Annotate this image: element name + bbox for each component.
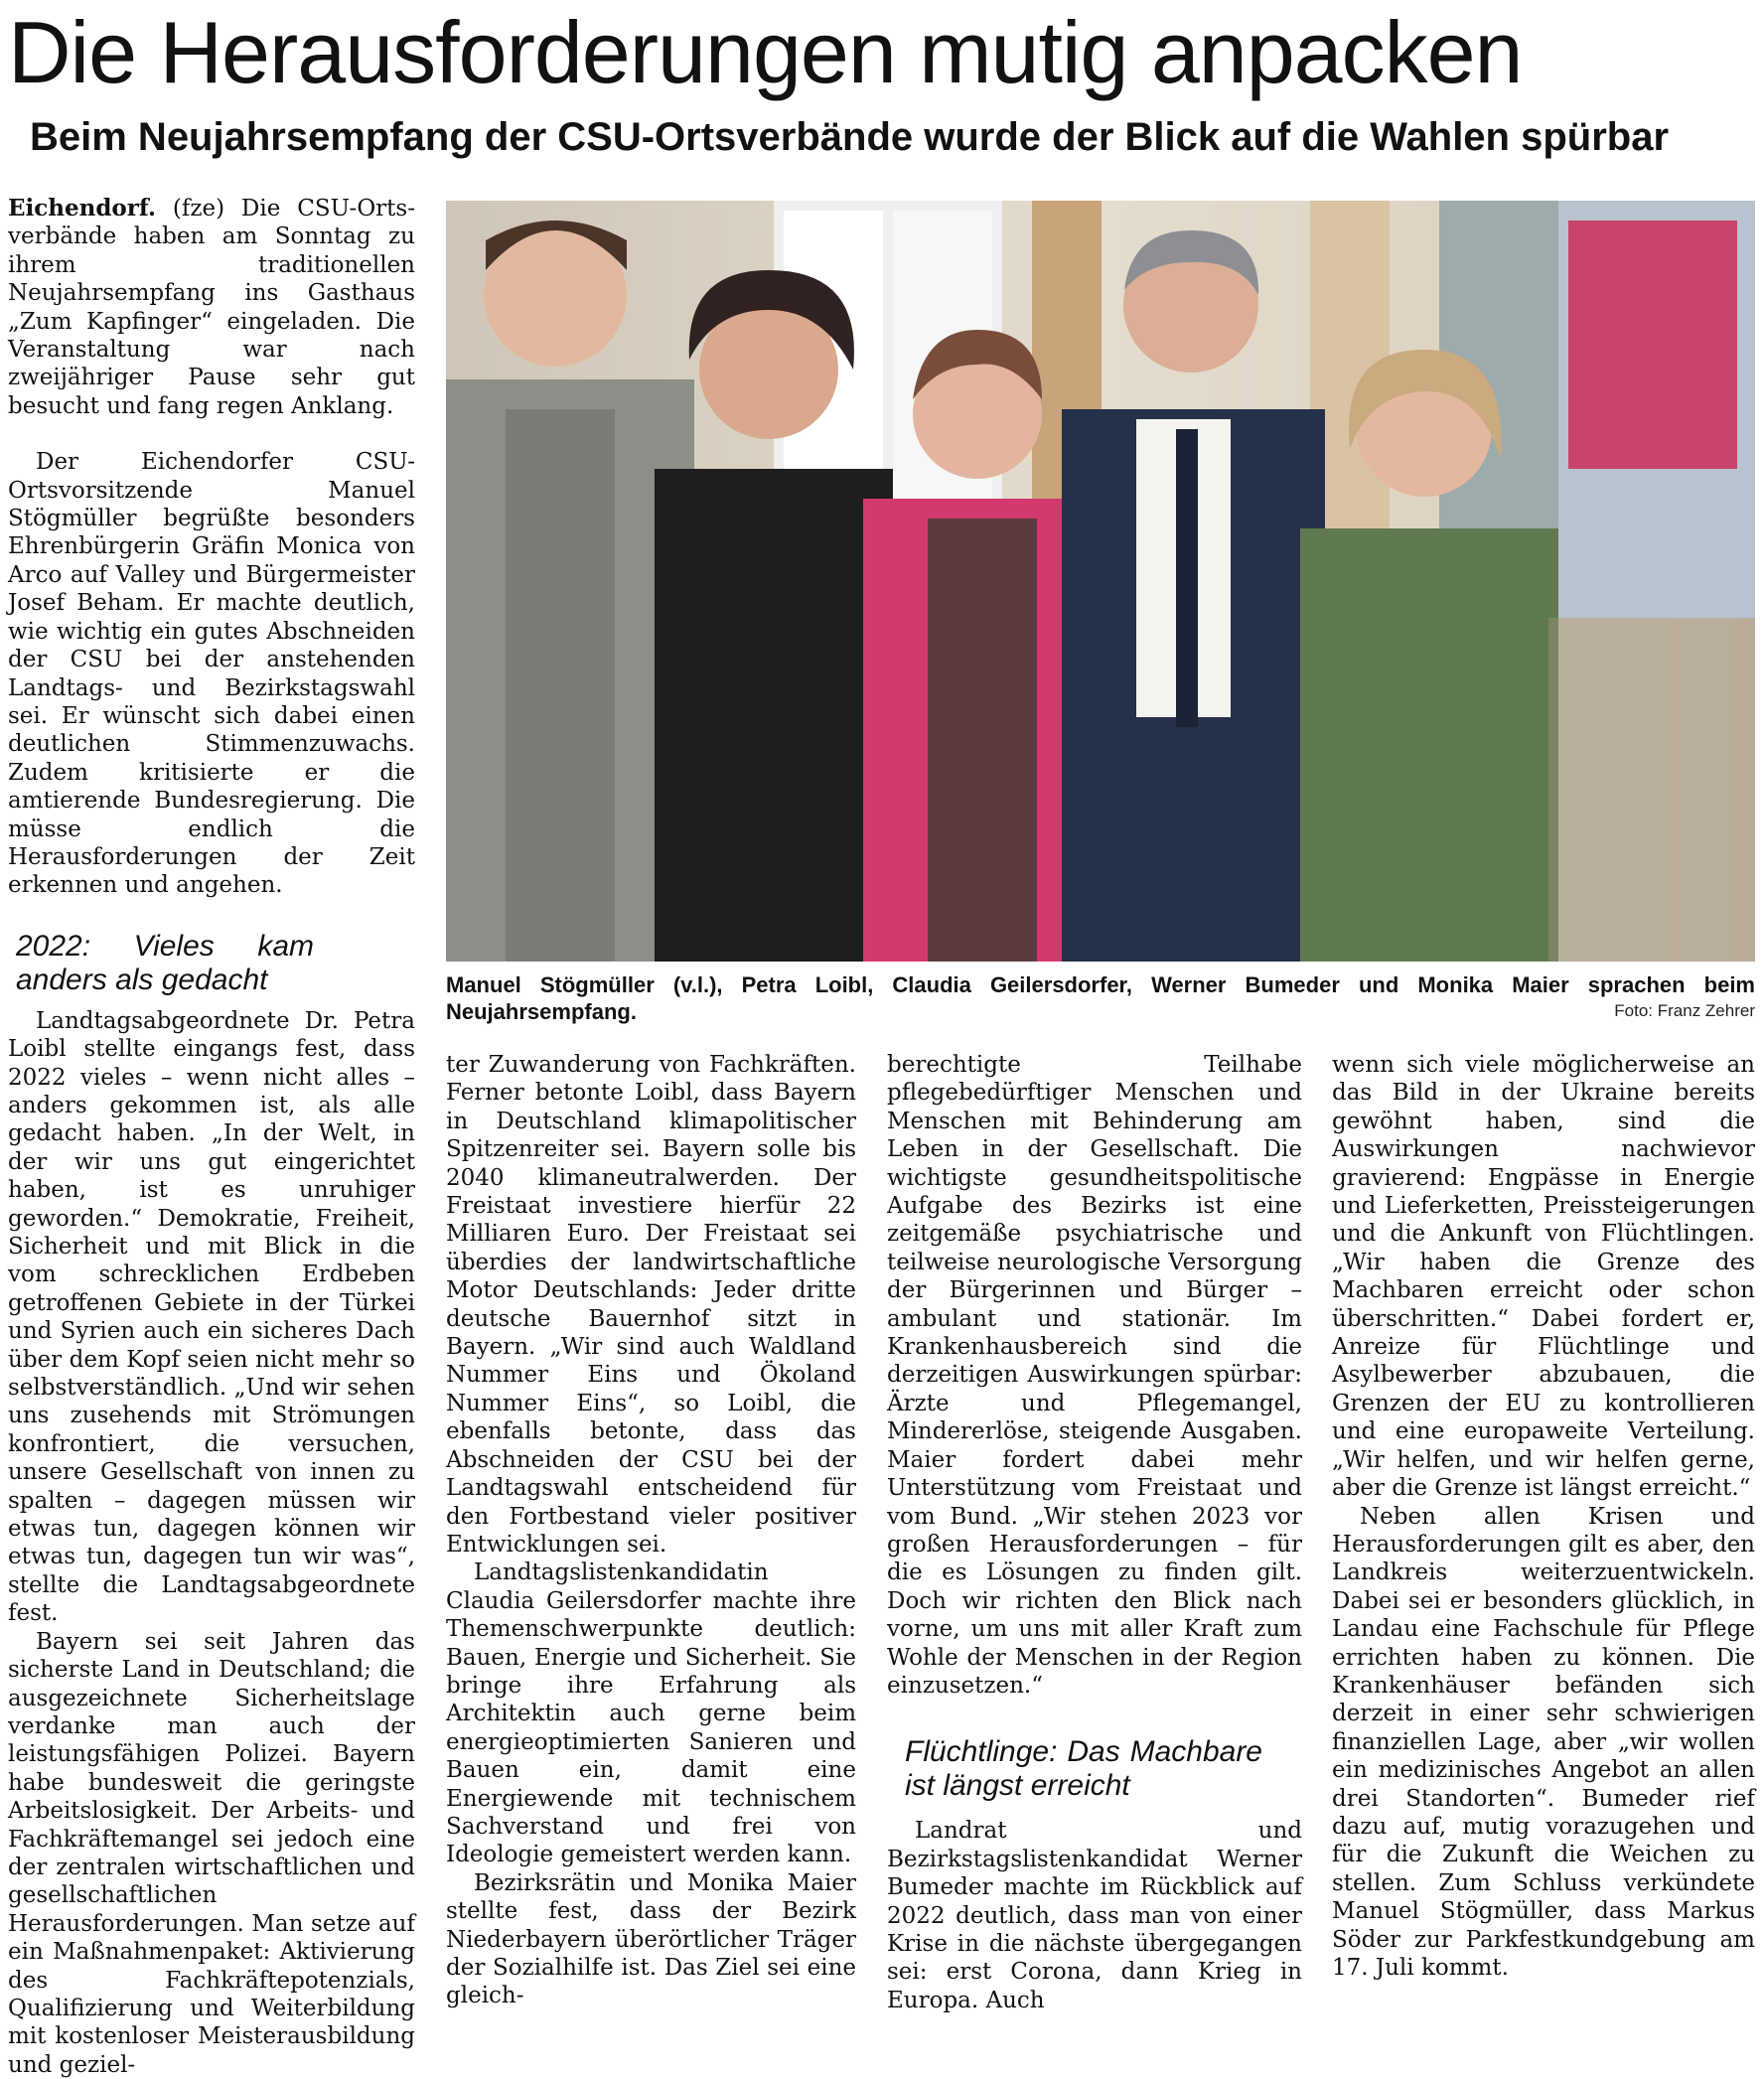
article-column-1 (8, 195, 415, 2079)
article-column-4 (1332, 1051, 1755, 1982)
paragraph: Neben allen Krisen und Herausforderungen gilt es aber, den Landkreis weiterzuentwickeln. Dabei sei er besonders glücklich, in Landau eine Fachschule für Pflege errichten haben zu können. Die Krankenhäuser befänden sich derzeit in einer sehr schwierigen finanziellen Lage, aber „wir wollen ein medizinisches Angebot an allen drei Standorten“. Bumeder rief dazu auf, mutig vorazugehen und für die Zukunft die Weichen zu stellen. Zum Schluss verkündete Manuel Stögmüller, dass Markus Söder zur Parkfestkundgebung am 17. Juli kommt. (1332, 1503, 1755, 1981)
paragraph: Landrat und Bezirkstagslistenkandidat Werner Bumeder machte im Rückblick auf 2022 deutlich, dass man von einer Krise in die nächste übergegangen sei: erst Corona, dann Krieg in Europa. Auch (887, 1818, 1302, 2013)
paragraph: Der Eichendorfer CSU-Ortsvorsitzende Manuel Stögmüller begrüßte besonders Ehrenbürgerin Gräfin Monica von Arco auf Valley und Bürgermeister Josef Beham. Er machte deutlich, wie wichtig ein gutes Abschneiden der CSU bei der anstehenden Landtags- und Bezirkstagswahl sei. Er wünscht sich dabei einen deutlichen Stimmenzuwachs. Zudem kritisierte er die amtierende Bundesregierung. Die müsse endlich die Herausforderungen der Zeit erkennen und angehen. (8, 449, 415, 899)
paragraph: Bayern sei seit Jahren das sicherste Land in Deutschland; die ausgezeichnete Sicherheitslage verdanke man auch der leistungsfähigen Polizei. Bayern habe bundesweit die geringste Arbeitslosigkeit. Der Arbeits- und Fachkräftemangel sei jedoch eine der zentralen wirtschaftlichen und gesellschaftlichen Herausforderungen. Man setze auf ein Maßnahmenpaket: Aktivierung des Fachkräftepotenzials, Qualifizierung und Weiterbildung mit kostenloser Meisterausbildung und geziel- (8, 1628, 415, 2078)
photo-caption: Manuel Stögmüller (v.l.), Petra Loibl, Claudia Geilersdorfer, Werner Bumeder und Monika Maier sprachen beim Neujahrsempfang. (446, 972, 1755, 1024)
paragraph: wenn sich viele möglicherweise an das Bild in der Ukraine bereits gewöhnt haben, sind die Auswirkungen nachwievor gravierend: Engpässe in Energie und Lieferketten, Preissteigerungen und die Ankunft von Flüchtlingen. „Wir haben die Grenze des Machbaren erreicht oder schon überschritten.“ Dabei fordert er, Anreize für Flüchtlinge und Asylbewerber abzubauen, die Grenzen der EU zu kontrollieren und eine europaweite Verteilung. „Wir helfen, und wir helfen gerne, aber die Grenze ist längst erreicht.“ (1332, 1052, 1755, 1502)
article-column-2 (446, 1051, 856, 2010)
intertitle: Flüchtlinge: Das Machbare ist längst erreicht (905, 1735, 1262, 1803)
paragraph: berechtigte Teilhabe pflegebedürftiger Menschen und Menschen mit Behinderung am Leben in der Gesellschaft. Die wichtigste gesundheitspolitische Aufgabe des Bezirks ist eine zeitgemäße psychiatrische und teilweise neurologische Versorgung der Bürgerinnen und Bürger – ambulant und stationär. Im Krankenhausbereich sind die derzeitigen Auswirkungen spürbar: Ärzte und Pflegemangel, Mindererlöse, steigende Ausgaben. Maier fordert dabei mehr Unterstützung vom Freistaat und vom Bund. „Wir stehen 2023 vor großen Herausforderungen – für die es Lösungen zu finden gilt. Doch wir richten den Blick nach vorne, um uns mit aller Kraft zum Wohle der Menschen in der Region einzusetzen.“ (887, 1052, 1302, 1699)
paragraph: Bezirksrätin und Monika Maier stellte fest, dass der Bezirk Niederbayern überörtlicher Träger der Sozialhilfe ist. Das Ziel sei eine gleich- (446, 1869, 856, 2009)
paragraph-text: (fze) Die CSU-Ortsverbände haben am Sonntag zu ihrem traditionellen Neujahrsempfang ins Gasthaus „Zum Kapfinger“ eingeladen. Die Veranstaltung war nach zweijähriger Pause sehr gut besucht und fang regen Anklang. (8, 196, 415, 419)
headline: Die Herausforderungen mutig anpacken (8, 3, 1523, 101)
article-column-3 (887, 1051, 1302, 2014)
article-photo (446, 201, 1755, 962)
paragraph: Landtagsabgeordnete Dr. Petra Loibl stellte eingangs fest, dass 2022 vieles – wenn nicht alles – anders gekommen ist, als alle gedacht haben. „In der Welt, in der wir uns gut eingerichtet haben, ist es unruhiger geworden.“ Demokratie, Freiheit, Sicherheit und mit Blick in die vom schrecklichen Erdbeben getroffenen Gebiete in der Türkei und Syrien auch ein sicheres Dach über dem Kopf seien nicht mehr so selbstverständlich. „Und wir sehen uns zusehends mit Strömungen konfrontiert, die versuchen, unsere Gesellschaft von innen zu spalten – dagegen müssen wir etwas tun, dagegen können wir etwas tun, dagegen tun wir was“, stellte die Landtagsabgeordnete fest. (8, 1007, 415, 1627)
paragraph: ter Zuwanderung von Fachkräften. Ferner betonte Loibl, dass Bayern in Deutschland klimapolitischer Spitzenreiter sei. Bayern solle bis 2040 klimaneutralwerden. Der Freistaat investiere hierfür 22 Milliaren Euro. Der Freistaat sei überdies der landwirtschaftliche Motor Deutschlands: Jeder dritte deutsche Bauernhof sitzt in Bayern. „Wir sind auch Waldland Nummer Eins und Ökoland Nummer Eins“, so Loibl, die ebenfalls betonte, dass das Abschneiden der CSU bei der Landtagswahl entscheidend für den Fortbestand vieler positiver Entwicklungen sei. (446, 1052, 856, 1558)
paragraph (8, 195, 415, 420)
intertitle: 2022: Vieles kam anders als gedacht (16, 929, 314, 996)
dateline: Eichendorf. (8, 195, 156, 222)
subheadline: Beim Neujahrsempfang der CSU-Ortsverbände wurde der Blick auf die Wahlen spürbar (30, 115, 1670, 159)
photo-credit: Foto: Franz Zehrer (1614, 1001, 1755, 1020)
group-photo-illustration (446, 201, 1755, 962)
paragraph: Landtagslistenkandidatin Claudia Geilersdorfer machte ihre Themenschwerpunkte deutlich: Bauen, Energie und Sicherheit. Sie bringe ihre Erfahrung als Architektin auch gerne beim energieoptimierten Sanieren und Bauen ein, damit eine Energiewende mit technischem Sachverstand und frei von Ideologie gemeistert werden kann. (446, 1559, 856, 1868)
